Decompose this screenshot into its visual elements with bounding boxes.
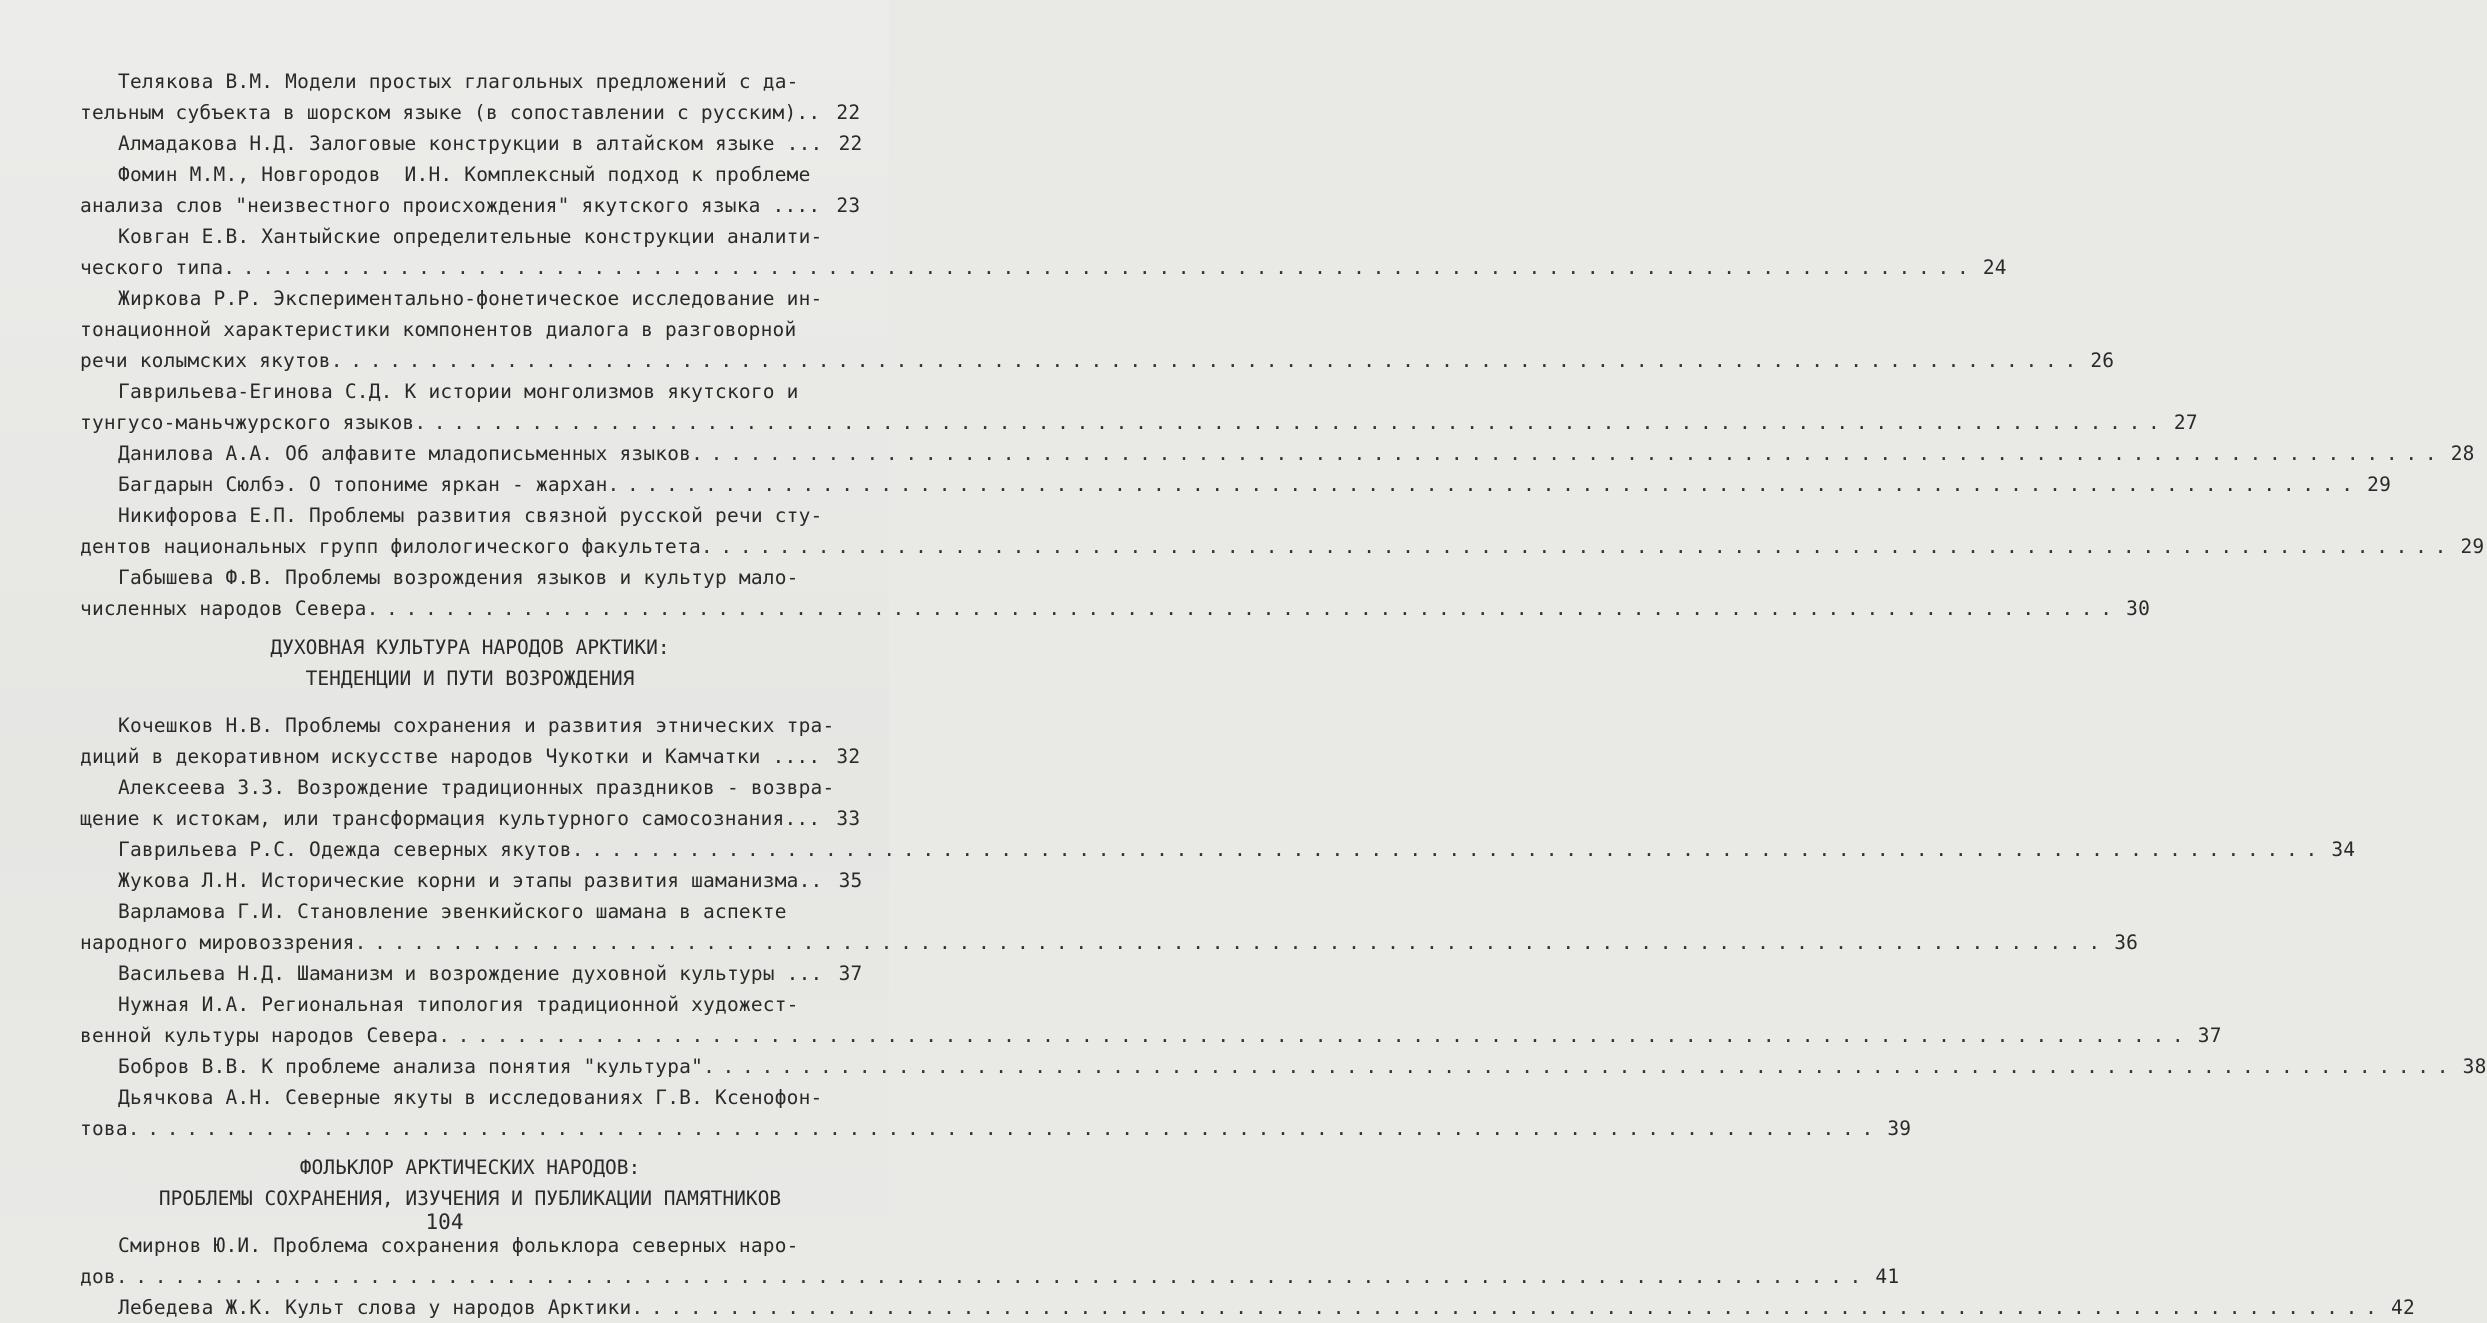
toc-page-number: 30 xyxy=(2126,597,2151,620)
toc-entry-line xyxy=(80,221,860,252)
leader-dots xyxy=(703,1051,2446,1082)
leader-dots xyxy=(438,1020,2181,1051)
toc-entry xyxy=(80,710,860,772)
toc-entry-text: Бобров В.В. К проблеме анализа понятия "культура" xyxy=(118,1055,704,1078)
toc-entry xyxy=(80,834,2356,865)
toc-block-folklore xyxy=(80,1230,2415,1323)
toc-entry xyxy=(80,66,860,128)
toc-entry-text: тонационной характеристики компонентов диалога в разговорной xyxy=(80,318,797,341)
toc-entry xyxy=(80,1230,1900,1292)
leader-dots xyxy=(691,438,2434,469)
toc-entry-line xyxy=(80,314,860,345)
toc-entry xyxy=(80,958,863,989)
leader-dots xyxy=(367,593,2110,624)
toc-entry-text: Жиркова Р.Р. Экспериментально-фонетическое исследование ин- xyxy=(118,287,823,310)
toc-entry-text: венной культуры народов Севера xyxy=(80,1024,439,1047)
toc-entry-line xyxy=(80,500,860,531)
toc-entry-line xyxy=(80,1292,2415,1323)
toc-entry-text: Алексеева З.З. Возрождение традиционных праздников - возвра- xyxy=(118,776,835,799)
toc-entry xyxy=(80,376,2198,438)
toc-entry-text: Габышева Ф.В. Проблемы возрождения языков и культур мало- xyxy=(118,566,799,589)
toc-entry-line xyxy=(80,803,860,834)
toc-page-number: 28 xyxy=(2450,442,2475,465)
toc-entry xyxy=(80,469,2392,500)
toc-entry xyxy=(80,500,2485,562)
toc-entry xyxy=(80,1292,2415,1323)
toc-entry-text: Жукова Л.Н. Исторические корни и этапы развития шаманизма.. xyxy=(118,869,823,892)
toc-entry-line xyxy=(80,128,863,159)
toc-entry-line xyxy=(80,562,860,593)
toc-entry-text: тельным субъекта в шорском языке (в сопоставлении с русским).. xyxy=(80,101,821,124)
toc-entry-text: дов xyxy=(80,1265,116,1288)
toc-page-number: 36 xyxy=(2114,931,2139,954)
toc-entry-line xyxy=(80,252,2007,283)
toc-entry-line xyxy=(80,376,860,407)
toc-page-number: 34 xyxy=(2331,838,2356,861)
toc-page-number: 37 xyxy=(838,962,863,985)
toc-entry-line xyxy=(80,345,2115,376)
toc-entry-text: Данилова А.А. Об алфавите младописьменных языков xyxy=(118,442,692,465)
toc-entry-line xyxy=(80,469,2392,500)
toc-entry-text: диций в декоративном искусстве народов Чукотки и Камчатки .... xyxy=(80,745,821,768)
toc-page-number: 29 xyxy=(2460,535,2485,558)
toc-entry xyxy=(80,896,2139,958)
section-subtitle: ПРОБЛЕМЫ СОХРАНЕНИЯ, ИЗУЧЕНИЯ И ПУБЛИКАЦИИ ПАМЯТНИКОВ xyxy=(158,1187,782,1210)
toc-entry xyxy=(80,1051,2487,1082)
toc-entry-line xyxy=(80,896,860,927)
toc-entry-line xyxy=(80,1020,2222,1051)
section-title: ФОЛЬКЛОР АРКТИЧЕСКИХ НАРОДОВ: xyxy=(299,1156,641,1179)
toc-entry-line xyxy=(80,531,2485,562)
toc-page-number: 33 xyxy=(836,807,861,830)
leader-dots xyxy=(701,531,2444,562)
toc-entry-line xyxy=(80,1230,860,1261)
toc-entry-line xyxy=(80,97,860,128)
toc-entry-text: Багдарын Сюлбэ. О топониме яркан - жархан xyxy=(118,473,608,496)
toc-page-number: 23 xyxy=(836,194,861,217)
toc-entry-line xyxy=(80,710,860,741)
toc-block-spiritual-culture xyxy=(80,710,2487,1144)
toc-page-number: 22 xyxy=(838,132,863,155)
toc-entry xyxy=(80,283,2115,376)
toc-entry-line xyxy=(80,159,860,190)
toc-entry-line xyxy=(80,593,2151,624)
toc-entry-text: Ковган Е.В. Хантыйские определительные конструкции аналити- xyxy=(118,225,823,248)
toc-entry-line xyxy=(80,1051,2487,1082)
toc-entry-text: Фомин М.М., Новгородов И.Н. Комплексный подход к проблеме xyxy=(118,163,811,186)
toc-entry-text: щение к истокам, или трансформация культурного самосознания... xyxy=(80,807,821,830)
toc-page-number: 32 xyxy=(836,745,861,768)
toc-entry-line xyxy=(80,438,2475,469)
toc-page-number: 41 xyxy=(1875,1265,1900,1288)
toc-entry-text: Лебедева Ж.К. Культ слова у народов Арктики xyxy=(118,1296,632,1319)
toc-entry xyxy=(80,865,863,896)
toc-page-number: 22 xyxy=(836,101,861,124)
toc-page-number: 24 xyxy=(1982,256,2007,279)
toc-entry-text: анализа слов "неизвестного происхождения" якутского языка .... xyxy=(80,194,821,217)
toc-entry-text: Никифорова Е.П. Проблемы развития связной русской речи сту- xyxy=(118,504,823,527)
leader-dots xyxy=(128,1113,1871,1144)
toc-entry-text: речи колымских якутов xyxy=(80,349,331,372)
toc-entry-text: това xyxy=(80,1117,128,1140)
toc-entry xyxy=(80,772,860,834)
toc-entry-line xyxy=(80,834,2356,865)
toc-entry xyxy=(80,1082,1912,1144)
leader-dots xyxy=(414,407,2157,438)
toc-entry-text: численных народов Севера xyxy=(80,597,367,620)
leader-dots xyxy=(116,1261,1859,1292)
toc-entry-text: Телякова В.М. Модели простых глагольных предложений с да- xyxy=(118,70,799,93)
toc-page-number: 27 xyxy=(2173,411,2198,434)
toc-entry xyxy=(80,221,2007,283)
toc-entry-text: Дьячкова А.Н. Северные якуты в исследованиях Г.В. Ксенофон- xyxy=(118,1086,823,1109)
toc-entry-text: Гаврильева-Егинова С.Д. К истории монголизмов якутского и xyxy=(118,380,799,403)
toc-page-number: 38 xyxy=(2462,1055,2487,1078)
section-subtitle: ТЕНДЕНЦИИ И ПУТИ ВОЗРОЖДЕНИЯ xyxy=(305,667,635,690)
leader-dots xyxy=(631,1292,2374,1323)
toc-entry-text: Васильева Н.Д. Шаманизм и возрождение духовной культуры ... xyxy=(118,962,823,985)
toc-entry-text: дентов национальных групп филологического факультета xyxy=(80,535,701,558)
toc-entry-text: Варламова Г.И. Становление эвенкийского шамана в аспекте xyxy=(118,900,787,923)
section-title: ДУХОВНАЯ КУЛЬТУРА НАРОДОВ АРКТИКИ: xyxy=(270,636,670,659)
toc-entry-text: Смирнов Ю.И. Проблема сохранения фольклора северных наро- xyxy=(118,1234,799,1257)
leader-dots xyxy=(223,252,1966,283)
leader-dots xyxy=(608,469,2351,500)
leader-dots xyxy=(572,834,2315,865)
toc-page-number: 26 xyxy=(2090,349,2115,372)
toc-page-number: 37 xyxy=(2197,1024,2222,1047)
toc-page-number: 39 xyxy=(1887,1117,1912,1140)
toc-entry-line xyxy=(80,407,2198,438)
toc-entry-text: народного мировоззрения xyxy=(80,931,355,954)
toc-entry-line xyxy=(80,1113,1912,1144)
toc-entry-line xyxy=(80,66,860,97)
toc-entry-text: Алмадакова Н.Д. Залоговые конструкции в алтайском языке ... xyxy=(118,132,823,155)
toc-entry-line xyxy=(80,989,860,1020)
toc-page-number: 35 xyxy=(838,869,863,892)
toc-entry xyxy=(80,128,863,159)
toc-entry-line xyxy=(80,741,860,772)
toc-entry-line xyxy=(80,772,860,803)
leader-dots xyxy=(355,927,2098,958)
toc-page-number: 29 xyxy=(2367,473,2392,496)
toc-entry-line xyxy=(80,1082,860,1113)
toc-entry-text: Нужная И.А. Региональная типология традиционной художест- xyxy=(118,993,799,1016)
toc-entry-text: тунгусо-маньчжурского языков xyxy=(80,411,415,434)
toc-entry-text: Кочешков Н.В. Проблемы сохранения и развития этнических тра- xyxy=(118,714,835,737)
page-number: 104 xyxy=(425,1210,464,1234)
toc-entry xyxy=(80,989,2222,1051)
toc-entry-text: Гаврильева Р.С. Одежда северных якутов xyxy=(118,838,572,861)
toc-entry-line xyxy=(80,1261,1900,1292)
leader-dots xyxy=(331,345,2074,376)
toc-page-number: 42 xyxy=(2391,1296,2415,1319)
toc-entry-line xyxy=(80,927,2139,958)
toc-entry-line xyxy=(80,283,860,314)
toc-entry xyxy=(80,159,860,221)
toc-entry-line xyxy=(80,865,863,896)
toc-entry xyxy=(80,562,2151,624)
toc-entry-text: ческого типа xyxy=(80,256,224,279)
table-of-contents xyxy=(80,66,2487,1323)
toc-entry xyxy=(80,438,2475,469)
toc-entry-line xyxy=(80,958,863,989)
toc-entry-line xyxy=(80,190,860,221)
toc-block-linguistics xyxy=(80,66,2485,624)
